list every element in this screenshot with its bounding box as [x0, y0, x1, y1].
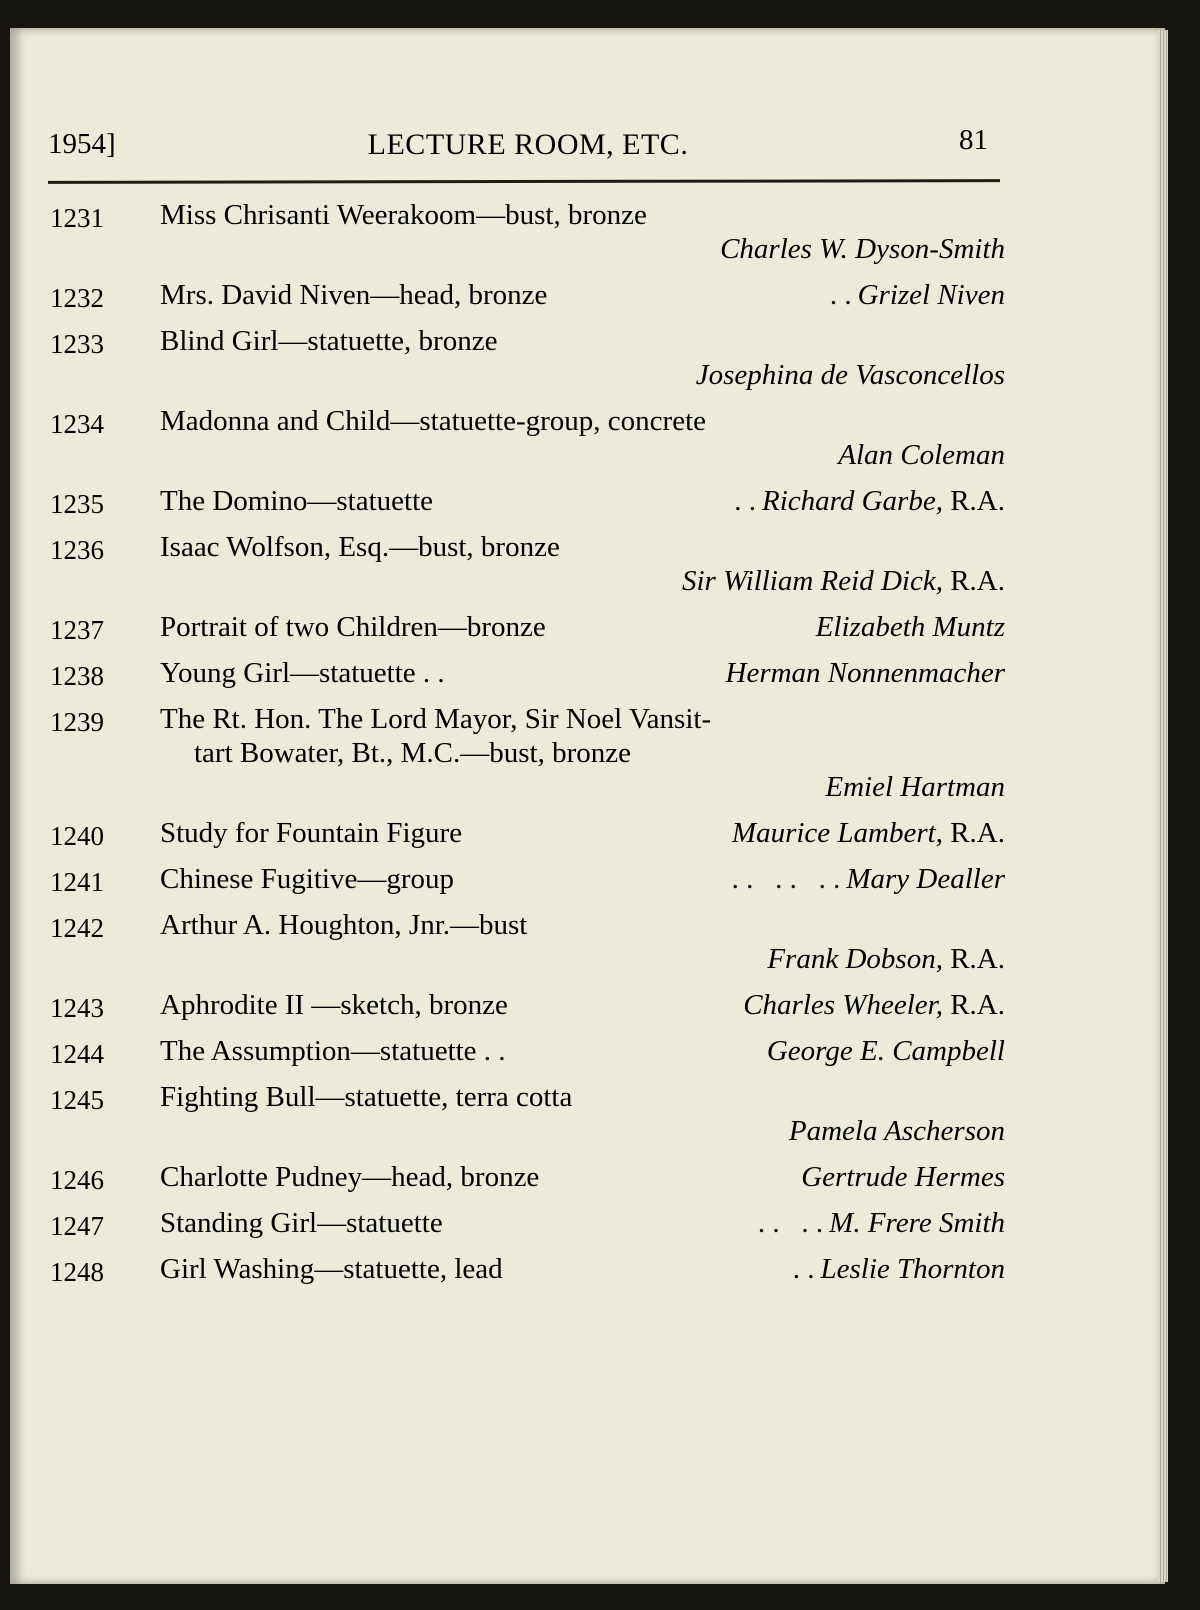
catalogue-entry [50, 702, 1005, 804]
entry-number: 1234 [50, 409, 104, 439]
entry-artist: Alan Coleman [838, 439, 1005, 471]
entry-title-line-1: The Rt. Hon. The Lord Mayor, Sir Noel Vansit- [160, 703, 712, 735]
catalogue-entry [50, 1206, 1005, 1240]
catalogue-list [50, 198, 1005, 1298]
entry-number: 1247 [50, 1211, 104, 1241]
entry-title: Mrs. David Niven—head, bronze [160, 279, 548, 311]
page-number: 81 [959, 124, 988, 156]
entry-artist: Charles Wheeler, [743, 989, 943, 1021]
honour-suffix: R.A. [950, 989, 1005, 1021]
catalogue-entry [50, 484, 1005, 518]
entry-number: 1246 [50, 1165, 104, 1195]
honour-suffix: R.A. [950, 943, 1005, 975]
page-edge [1158, 30, 1168, 1582]
entry-artist: George E. Campbell [766, 1035, 1005, 1067]
entry-artist: Herman Nonnenmacher [725, 657, 1005, 689]
entry-artist: Frank Dobson, [767, 943, 943, 975]
catalogue-entry [50, 198, 1005, 266]
header-title: LECTURE ROOM, ETC. [367, 128, 689, 161]
catalogue-entry [50, 1034, 1005, 1068]
entry-number: 1244 [50, 1039, 104, 1069]
entry-title: The Domino—statuette [160, 485, 434, 517]
entry-artist: Elizabeth Muntz [815, 611, 1005, 643]
entry-artist: Richard Garbe, [762, 485, 943, 517]
catalogue-entry [50, 908, 1005, 976]
honour-suffix: R.A. [950, 817, 1005, 849]
entry-title: Isaac Wolfson, Esq.—bust, bronze [160, 531, 560, 563]
entry-title-line-2: tart Bowater, Bt., M.C.—bust, bronze [194, 737, 631, 769]
entry-number: 1238 [50, 661, 104, 691]
entry-artist: Grizel Niven [857, 279, 1005, 311]
catalogue-entry [50, 324, 1005, 392]
entry-number: 1248 [50, 1257, 104, 1287]
entry-artist: Charles W. Dyson-Smith [720, 233, 1005, 265]
entry-number: 1243 [50, 993, 104, 1023]
entry-number: 1239 [50, 707, 104, 737]
catalogue-entry [50, 1252, 1005, 1286]
honour-suffix: R.A. [950, 565, 1005, 597]
catalogue-entry [50, 278, 1005, 312]
honour-suffix: R.A. [950, 485, 1005, 517]
leader-dots: . . . . [757, 1207, 824, 1239]
entry-artist: Leslie Thornton [820, 1253, 1005, 1285]
entry-title: The Assumption—statuette . . [160, 1035, 506, 1067]
leader-dots: . . [829, 279, 852, 311]
entry-artist: Emiel Hartman [825, 771, 1005, 803]
entry-title: Chinese Fugitive—group [160, 863, 455, 895]
catalogue-entry [50, 404, 1005, 472]
entry-artist: Josephina de Vasconcellos [695, 359, 1005, 391]
entry-number: 1233 [50, 329, 104, 359]
entry-artist: M. Frere Smith [829, 1207, 1005, 1239]
entry-title: Study for Fountain Figure [160, 817, 463, 849]
entry-artist: Pamela Ascherson [788, 1115, 1005, 1147]
entry-title: Blind Girl—statuette, bronze [160, 325, 498, 357]
entry-number: 1236 [50, 535, 104, 565]
entry-artist: Mary Dealler [846, 863, 1005, 895]
catalogue-entry [50, 1160, 1005, 1194]
entry-number: 1232 [50, 283, 104, 313]
entry-title: Miss Chrisanti Weerakoom—bust, bronze [160, 199, 647, 231]
catalogue-entry [50, 988, 1005, 1022]
catalogue-entry [50, 610, 1005, 644]
catalogue-entry [50, 1080, 1005, 1148]
leader-dots: . . [792, 1253, 815, 1285]
entry-number: 1245 [50, 1085, 104, 1115]
entry-title: Portrait of two Children—bronze [160, 611, 546, 643]
entry-title: Arthur A. Houghton, Jnr.—bust [160, 909, 528, 941]
entry-title: Aphrodite II —sketch, bronze [160, 989, 508, 1021]
entry-number: 1240 [50, 821, 104, 851]
catalogue-entry [50, 530, 1005, 598]
entry-artist: Sir William Reid Dick, [681, 565, 943, 597]
catalogue-entry [50, 656, 1005, 690]
catalogue-entry [50, 862, 1005, 896]
entry-artist: Maurice Lambert, [731, 817, 943, 849]
entry-artist: Gertrude Hermes [801, 1161, 1005, 1193]
leader-dots: . . [734, 485, 756, 517]
entry-number: 1242 [50, 913, 104, 943]
running-header [48, 98, 1008, 188]
entry-number: 1237 [50, 615, 104, 645]
entry-title: Fighting Bull—statuette, terra cotta [160, 1081, 573, 1113]
entry-title: Girl Washing—statuette, lead [160, 1253, 503, 1285]
entry-title: Young Girl—statuette . . [160, 657, 445, 689]
leader-dots: . . . . . . [731, 863, 841, 895]
entry-title: Standing Girl—statuette [160, 1207, 443, 1239]
entry-number: 1241 [50, 867, 104, 897]
entry-title: Charlotte Pudney—head, bronze [160, 1161, 540, 1193]
header-year: 1954] [48, 128, 116, 160]
entry-number: 1231 [50, 203, 104, 233]
entry-number: 1235 [50, 489, 104, 519]
entry-title: Madonna and Child—statuette-group, concrete [160, 405, 707, 437]
catalogue-entry [50, 816, 1005, 850]
